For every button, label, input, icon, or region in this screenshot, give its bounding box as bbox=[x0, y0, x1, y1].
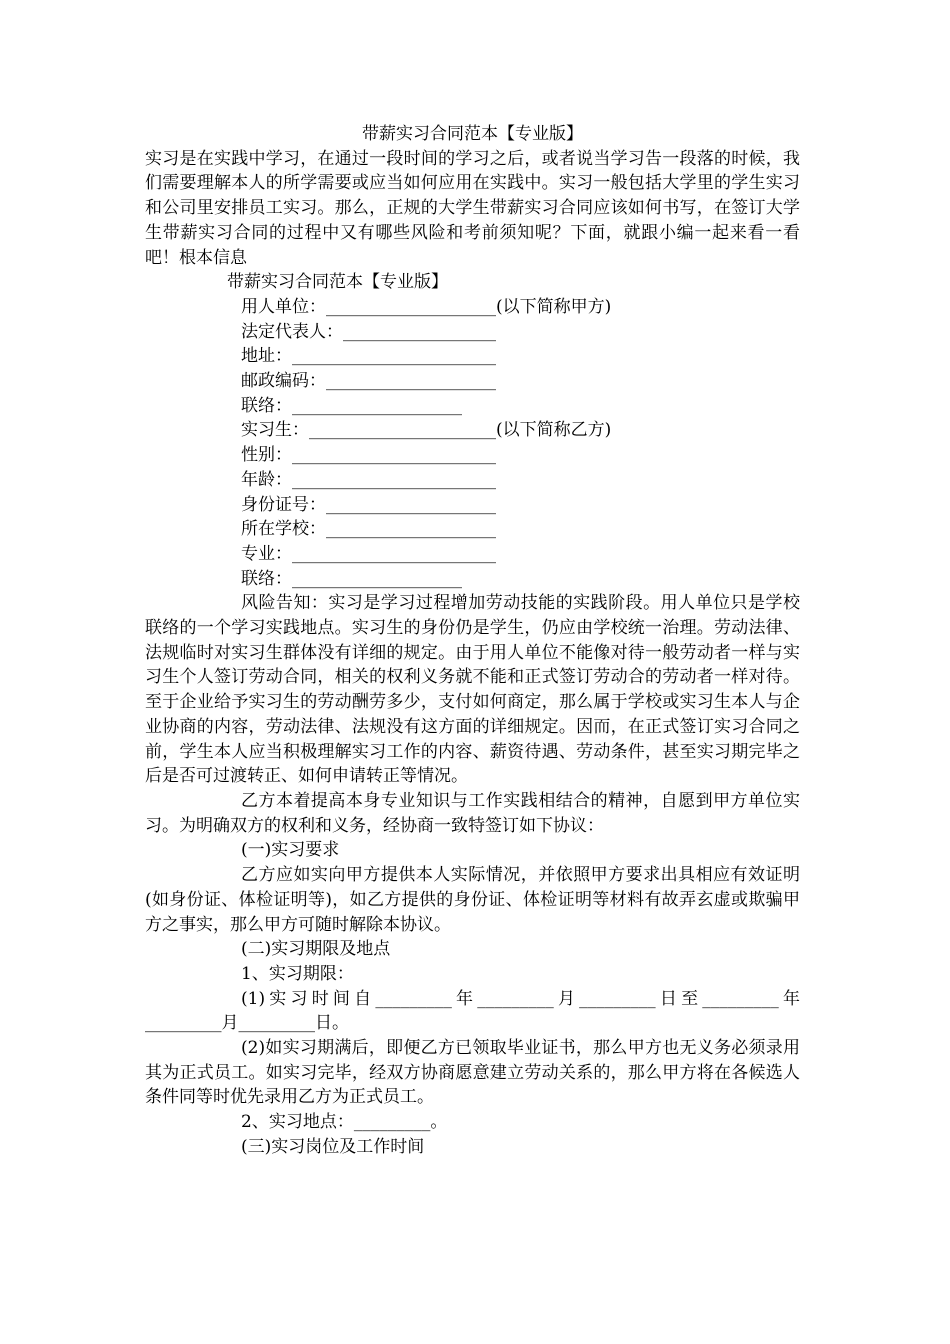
field-employer: 用人单位：____________________(以下简称甲方) bbox=[241, 296, 612, 317]
item-internship-period: 1、实习期限： bbox=[241, 963, 354, 984]
agreement-paragraph: 乙方本着提高本身专业知识与工作实践相结合的精神，自愿到甲方单位实习。为明确双方的权利和义务，经协商一致特签订如下协议： bbox=[145, 790, 800, 836]
document-page bbox=[145, 122, 800, 1160]
contract-subtitle: 带薪实习合同范本【专业版】 bbox=[227, 272, 448, 293]
intro-paragraph: 实习是在实践中学习，在通过一段时间的学习之后，或者说当学习告一段落的时候，我们需要理解本人的所学需要或应当如何应用在实践中。实习一般包括大学里的学生实习和公司里安排员工实习。那么，正规的大学生带薪实习合同应该如何书写，在签订大学生带薪实习合同的过程中又有哪些风险和考前须知呢？下面，就跟小编一起来看一看吧！根本信息 bbox=[145, 148, 800, 268]
section-1-paragraph: 乙方应如实向甲方提供本人实际情况，并依照甲方要求出具相应有效证明(如身份证、体检证明等)，如乙方提供的身份证、体检证明等材料有故弄玄虚或欺骗甲方之事实，那么甲方可随时解除本协议。 bbox=[145, 865, 800, 935]
field-school: 所在学校：____________________ bbox=[241, 519, 496, 540]
field-gender: 性别：________________________ bbox=[241, 445, 496, 466]
field-contact-employer: 联络：____________________ bbox=[241, 395, 462, 416]
field-age: 年龄：________________________ bbox=[241, 469, 496, 490]
field-legal-representative: 法定代表人：__________________ bbox=[241, 321, 496, 342]
section-heading-2: (二)实习期限及地点 bbox=[241, 939, 391, 960]
item-period-dates: (1)实习时间自_________年_________月_________日至_________年_________月_________日。 bbox=[145, 988, 800, 1034]
field-id-number: 身份证号：____________________ bbox=[241, 494, 496, 515]
field-contact-intern: 联络：____________________ bbox=[241, 568, 462, 589]
item-internship-location: 2、实习地点：_________。 bbox=[241, 1112, 448, 1133]
field-postal-code: 邮政编码：____________________ bbox=[241, 371, 496, 392]
section-heading-1: (一)实习要求 bbox=[241, 840, 340, 861]
risk-notice-paragraph: 风险告知：实习是学习过程增加劳动技能的实践阶段。用人单位只是学校联络的一个学习实践地点。实习生的身份仍是学生，仍应由学校统一治理。劳动法律、法规临时对实习生群体没有详细的规定。由于用人单位不能像对待一般劳动者一样与实习生个人签订劳动合同，相关的权利义务就不能和正式签订劳动合的劳动者一样对待。至于企业给予实习生的劳动酬劳多少，支付如何商定，那么属于学校或实习生本人与企业协商的内容，劳动法律、法规没有这方面的详细规定。因而，在正式签订实习合同之前，学生本人应当积极理解实习工作的内容、薪资待遇、劳动条件，甚至实习期完毕之后是否可过渡转正、如何申请转正等情况。 bbox=[145, 593, 800, 787]
document-title: 带薪实习合同范本【专业版】 bbox=[362, 124, 583, 144]
section-heading-3: (三)实习岗位及工作时间 bbox=[241, 1136, 425, 1157]
field-intern: 实习生：______________________(以下简称乙方) bbox=[241, 420, 612, 441]
item-period-expiry: (2)如实习期满后，即便乙方已领取毕业证书，那么甲方也无义务必须录用其为正式员工。如实习完毕，经双方协商愿意建立劳动关系的，那么甲方将在各候选人条件同等时优先录用乙方为正式员工。 bbox=[145, 1038, 800, 1108]
field-major: 专业：________________________ bbox=[241, 543, 496, 564]
field-address: 地址：________________________ bbox=[241, 346, 496, 367]
